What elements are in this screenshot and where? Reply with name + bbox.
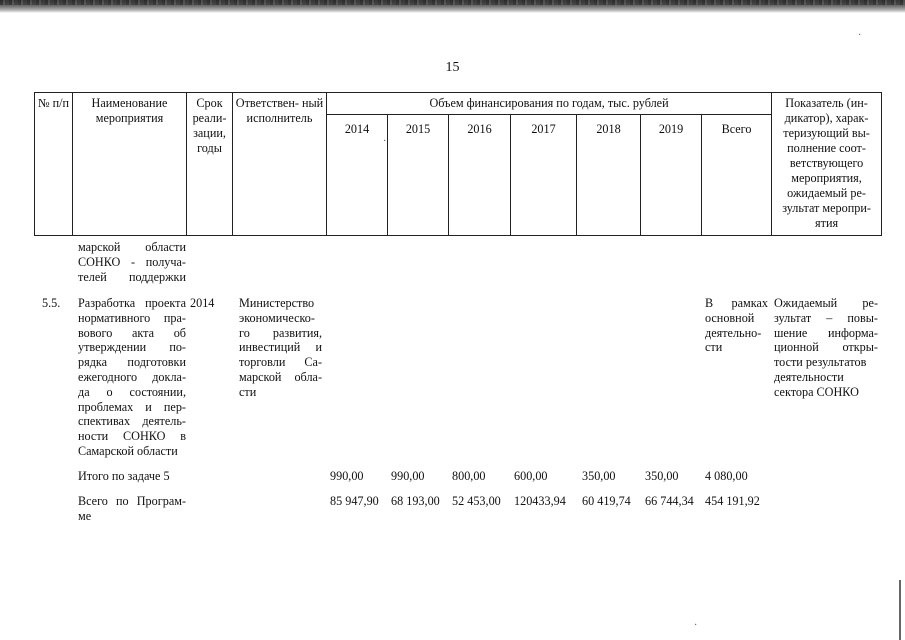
row-executor — [239, 296, 322, 400]
text-line: нормативного пра- — [78, 310, 186, 325]
header-funding: Объем финансирования по годам, тыс. рублей — [327, 93, 772, 115]
vsego-total: 454 191,92 — [705, 494, 760, 508]
text-line: ежегодного докла- — [78, 369, 186, 384]
text-line: Министерство — [239, 296, 315, 310]
row-indicator — [774, 296, 878, 400]
text-line: го развития, — [239, 325, 322, 340]
text-line: основной — [705, 310, 755, 325]
scan-right-edge — [899, 580, 901, 640]
row-number: 5.5. — [42, 296, 61, 310]
text-line: сектора СОНКО — [774, 384, 859, 399]
scan-speck: · — [694, 620, 698, 631]
text-line: экономическо- — [239, 310, 315, 325]
itogo-label: Итого по задаче 5 — [78, 469, 170, 483]
text-line: ционной откры- — [774, 340, 878, 355]
text-line: проблемах и пер- — [78, 399, 186, 414]
text-line: да о состоянии, — [78, 384, 186, 399]
text-line: сти — [239, 384, 257, 399]
text-line: марской области — [78, 240, 186, 254]
header-executor: Ответствен- ный исполнитель — [233, 93, 327, 236]
header-year: 2015 — [388, 115, 449, 236]
header-total: Всего — [702, 115, 772, 236]
text-line: инвестиций и — [239, 340, 322, 355]
text-line: деятельности — [774, 369, 844, 384]
header-year: 2017 — [511, 115, 577, 236]
vsego-value: 68 193,00 — [391, 494, 440, 508]
row-term: 2014 — [190, 296, 215, 310]
text-line: тости результатов — [774, 355, 867, 370]
text-line: В рамках — [705, 296, 768, 310]
text-line: торговли Са- — [239, 355, 322, 370]
vsego-value: 52 453,00 — [452, 494, 501, 508]
vsego-value: 85 947,90 — [330, 494, 379, 508]
text-line: Самарской области — [78, 443, 178, 458]
table-header — [34, 92, 882, 236]
vsego-value: 120433,94 — [514, 494, 566, 508]
text-line: вового акта об — [78, 325, 186, 340]
page-number: 15 — [445, 60, 460, 75]
header-year: 2014 — [327, 115, 388, 236]
text-line: марской обла- — [239, 369, 322, 384]
scan-speck: · — [858, 30, 862, 41]
header-name: Наименование мероприятия — [73, 93, 187, 236]
continued-text — [78, 240, 186, 284]
text-line: СОНКО - получа- — [78, 254, 186, 269]
text-line: Всего по Програм- — [78, 494, 186, 508]
header-num: № п/п — [35, 93, 73, 236]
text-line: рядка подготовки — [78, 355, 186, 370]
text-line: ме — [78, 508, 92, 523]
scan-edge-artifact — [0, 0, 905, 13]
header-indicator: Показатель (ин- дикатор), харак- теризующий вы- полнение соот- ветствующего мероприятия, ожидаемый ре- зультат меропри- ятия — [772, 93, 882, 236]
text-line: Ожидаемый ре- — [774, 296, 878, 310]
text-line: зультат – повы- — [774, 310, 878, 325]
itogo-value: 990,00 — [330, 469, 364, 483]
text-line: утверждении по- — [78, 340, 186, 355]
itogo-value: 350,00 — [582, 469, 616, 483]
header-year: 2019 — [641, 115, 702, 236]
vsego-value: 60 419,74 — [582, 494, 631, 508]
itogo-value: 990,00 — [391, 469, 425, 483]
vsego-value: 66 744,34 — [645, 494, 694, 508]
row-total-note — [705, 296, 768, 355]
text-line: ности СОНКО в — [78, 429, 186, 444]
text-line: телей поддержки — [78, 269, 186, 284]
scan-speck: · — [383, 136, 387, 147]
header-year: 2018 — [577, 115, 641, 236]
itogo-value: 600,00 — [514, 469, 548, 483]
itogo-value: 350,00 — [645, 469, 679, 483]
header-year: 2016 — [449, 115, 511, 236]
itogo-total: 4 080,00 — [705, 469, 748, 483]
header-term: Срок реали- зации, годы — [187, 93, 233, 236]
text-line: сти — [705, 340, 723, 355]
text-line: спективах деятель- — [78, 414, 186, 429]
text-line: деятельно- — [705, 325, 762, 340]
text-line: Разработка проекта — [78, 296, 186, 310]
row-name — [78, 296, 186, 459]
itogo-value: 800,00 — [452, 469, 486, 483]
text-line: шение информа- — [774, 325, 878, 340]
vsego-label — [78, 494, 186, 524]
